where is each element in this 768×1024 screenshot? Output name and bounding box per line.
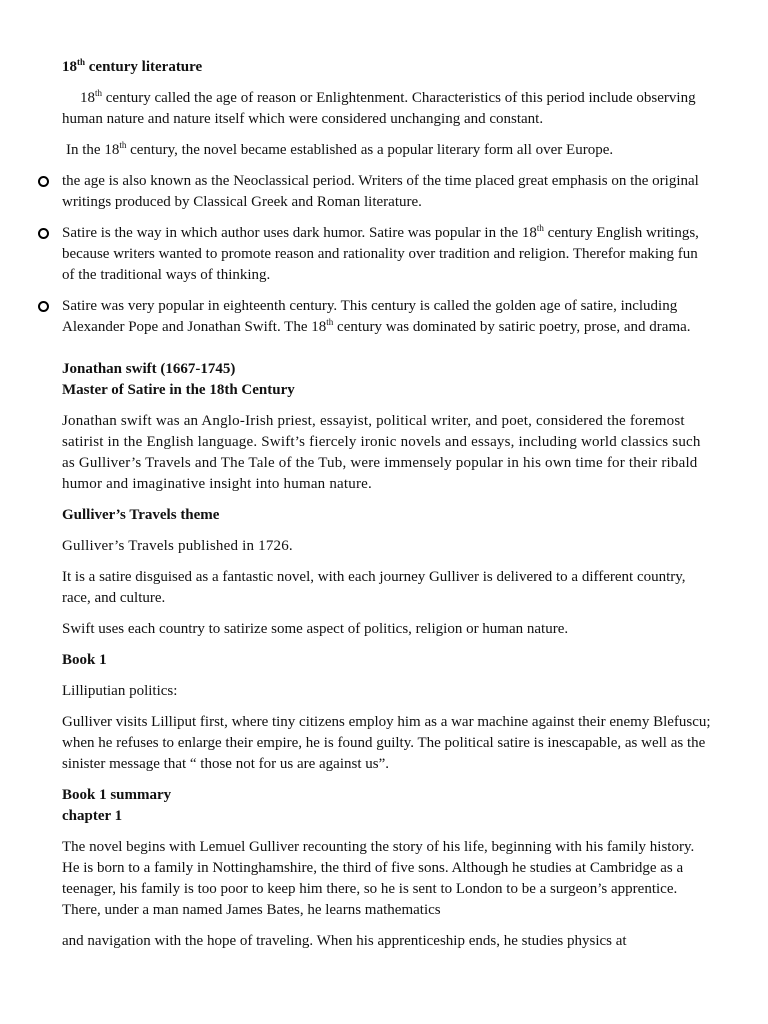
paragraph-enlightenment: 18th century called the age of reason or Enlightenment. Characteristics of this period include observing human nature and nature itself which were considered unchanging and constant. <box>62 88 696 127</box>
bullet-circle-icon <box>38 301 49 312</box>
bullet-item-golden-age: Satire was very popular in eighteenth century. This century is called the golden age of satire, including Alexander Pope and Jonathan Swift. The 18th century was dominated by satiric poetry, prose, and drama. <box>62 296 712 338</box>
paragraph-novel: In the 18th century, the novel became established as a popular literary form all over Europe. <box>66 140 614 158</box>
paragraph-lilliputian-politics: Lilliputian politics: <box>62 683 178 699</box>
section-heading-swift: Jonathan swift (1667-1745) <box>62 361 236 377</box>
paragraph-satirize-country: Swift uses each country to satirize some aspect of politics, religion or human nature. <box>62 621 569 637</box>
section-subheading-master-of-satire: Master of Satire in the 18th Century <box>62 382 295 398</box>
section-heading-18th-century: 18th century literature <box>62 57 203 75</box>
paragraph-satire-novel: It is a satire disguised as a fantastic novel, with each journey Gulliver is delivered to a different country, race, and culture. <box>62 569 686 606</box>
bullet-item-satire-dark-humor: Satire is the way in which author uses dark humor. Satire was popular in the 18th century English writings, because writers wanted to promote reason and rationality over tradition and religion. Therefor making fun of the traditional ways of thinking. <box>62 223 712 286</box>
section-heading-book1-summary: Book 1 summary <box>62 787 172 803</box>
bullet-item-neoclassical: the age is also known as the Neoclassical period. Writers of the time placed great emphasis on the original writings produced by Classical Greek and Roman literature. <box>62 171 712 213</box>
bullet-circle-icon <box>38 176 49 187</box>
section-heading-gulliver-theme: Gulliver’s Travels theme <box>62 507 220 523</box>
paragraph-summary-1: The novel begins with Lemuel Gulliver recounting the story of his life, beginning with his family history. He is born to a family in Nottinghamshire, the third of five sons. Although he studies at Cambridge as a teenager, his family is too poor to keep him there, so he is sent to London to be a surgeon’s apprentice. There, under a man named James Bates, he learns mathematics <box>62 839 695 918</box>
paragraph-summary-2: and navigation with the hope of traveling. When his apprenticeship ends, he studies physics at <box>62 933 627 949</box>
section-heading-book1: Book 1 <box>62 652 107 668</box>
bullet-circle-icon <box>38 228 49 239</box>
section-subheading-chapter1: chapter 1 <box>62 808 123 824</box>
paragraph-published: Gulliver’s Travels published in 1726. <box>62 538 293 554</box>
paragraph-lilliput: Gulliver visits Lilliput first, where tiny citizens employ him as a war machine against their enemy Blefuscu; when he refuses to enlarge their empire, he is found guilty. The political satire is inescapable, as well as the sinister message that “ those not for us are against us”. <box>62 714 711 772</box>
paragraph-swift-bio: Jonathan swift was an Anglo-Irish priest, essayist, political writer, and poet, considered the foremost satirist in the English language. Swift’s fiercely ironic novels and essays, including world classics such as Gulliver’s Travels and The Tale of the Tub, were immensely popular in his own time for their ribald humor and imaginative insight into human nature. <box>62 413 701 492</box>
document-page <box>62 57 712 952</box>
